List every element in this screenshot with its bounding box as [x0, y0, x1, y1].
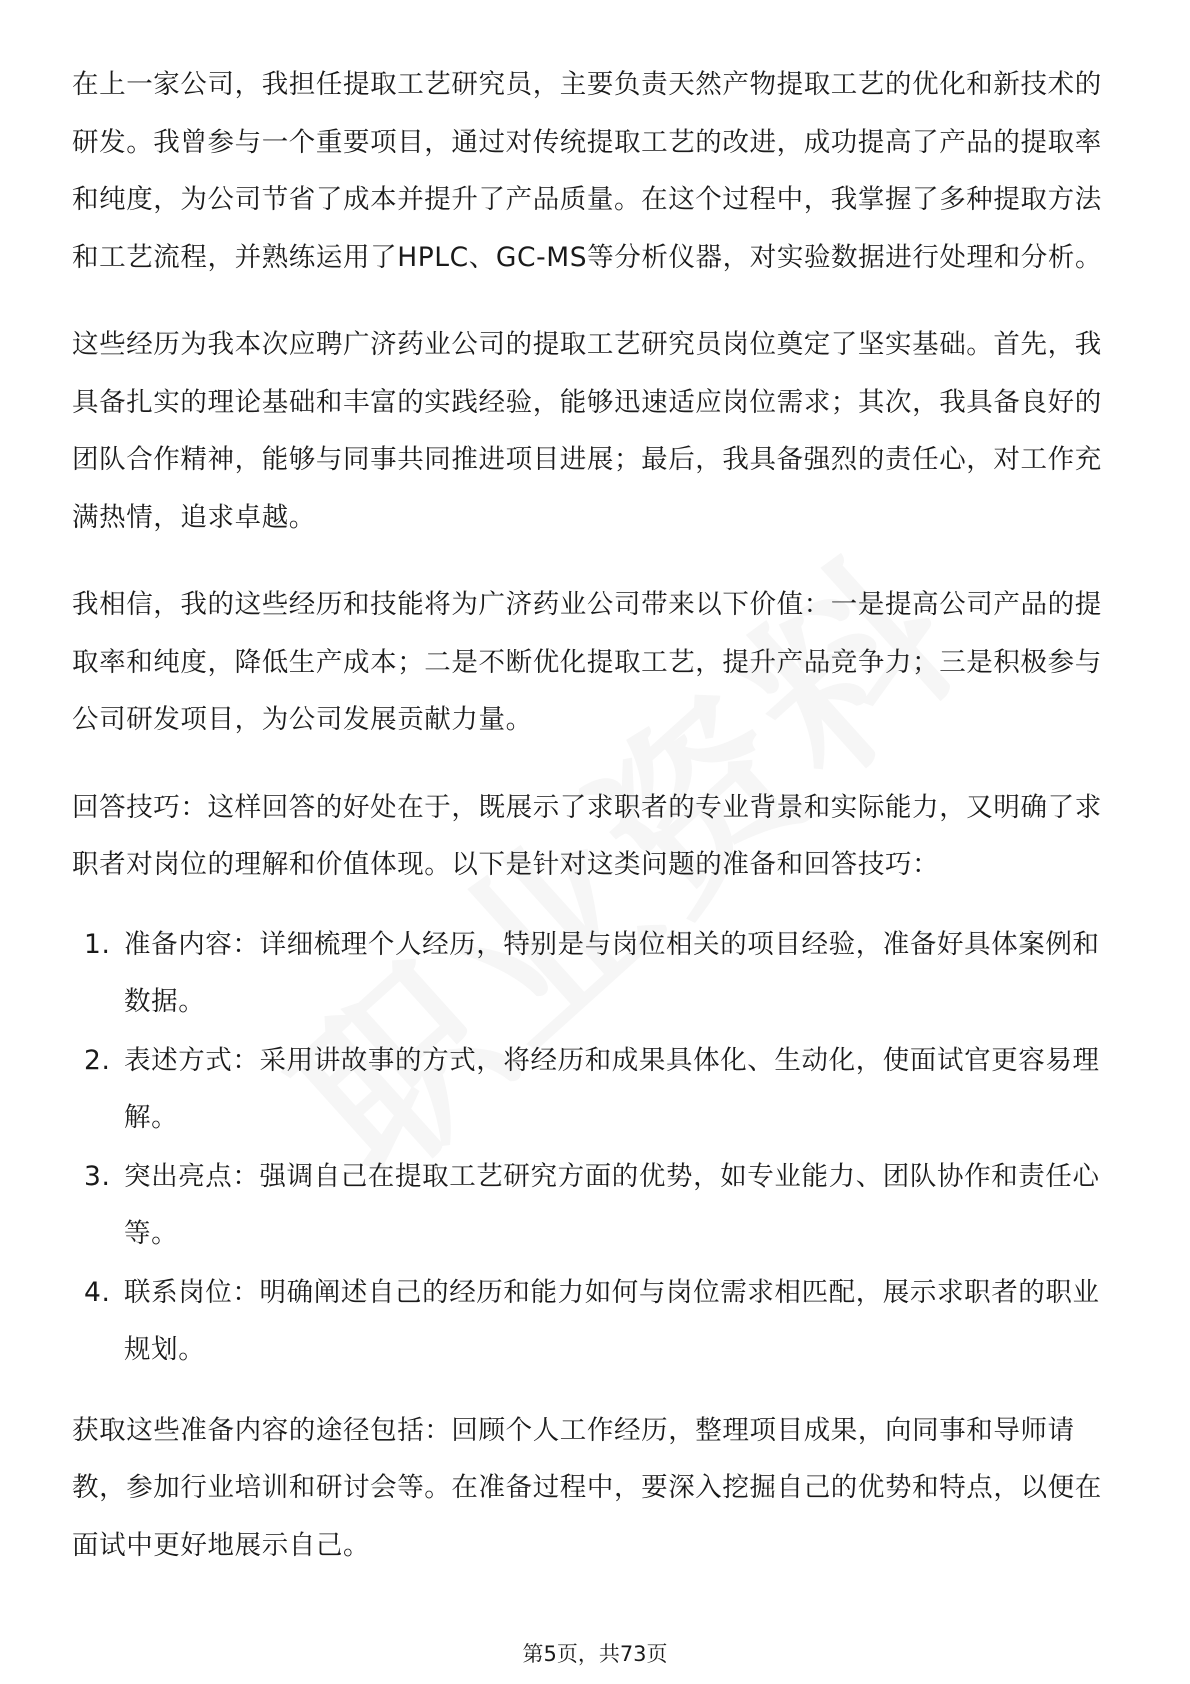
document-body: [72, 56, 1122, 1574]
list-item-number: 3.: [84, 1160, 111, 1192]
tips-list: [72, 916, 1122, 1379]
paragraph-preparation: 获取这些准备内容的途径包括：回顾个人工作经历，整理项目成果，向同事和导师请教，参加行业培训和研讨会等。在准备过程中，要深入挖掘自己的优势和特点，以便在面试中更好地展示自己。: [72, 1414, 1102, 1561]
list-item-text: 表述方式：采用讲故事的方式，将经历和成果具体化、生动化，使面试官更容易理解。: [124, 1044, 1100, 1133]
list-item-number: 1.: [84, 928, 111, 960]
list-item-text: 准备内容：详细梳理个人经历，特别是与岗位相关的项目经验，准备好具体案例和数据。: [124, 928, 1100, 1017]
list-item-number: 4.: [84, 1276, 111, 1308]
paragraph-value: 我相信，我的这些经历和技能将为广济药业公司带来以下价值：一是提高公司产品的提取率和纯度，降低生产成本；二是不断优化提取工艺，提升产品竞争力；三是积极参与公司研发项目，为公司发展贡献力量。: [72, 589, 1102, 735]
list-item-text: 联系岗位：明确阐述自己的经历和能力如何与岗位需求相匹配，展示求职者的职业规划。: [124, 1276, 1100, 1365]
list-item-text: 突出亮点：强调自己在提取工艺研究方面的优势，如专业能力、团队协作和责任心等。: [124, 1160, 1100, 1249]
paragraph-answer-tips: 回答技巧：这样回答的好处在于，既展示了求职者的专业背景和实际能力，又明确了求职者对岗位的理解和价值体现。以下是针对这类问题的准备和回答技巧：: [72, 791, 1102, 880]
list-item: [72, 916, 1122, 1031]
list-item-number: 2.: [84, 1044, 111, 1076]
list-item: [72, 1032, 1122, 1147]
list-item: [72, 1264, 1122, 1379]
list-item: [72, 1148, 1122, 1263]
paragraph-foundation: 这些经历为我本次应聘广济药业公司的提取工艺研究员岗位奠定了坚实基础。首先，我具备扎实的理论基础和丰富的实践经验，能够迅速适应岗位需求；其次，我具备良好的团队合作精神，能够与同事共同推进项目进展；最后，我具备强烈的责任心，对工作充满热情，追求卓越。: [72, 329, 1102, 533]
paragraph-experience: 在上一家公司，我担任提取工艺研究员，主要负责天然产物提取工艺的优化和新技术的研发。我曾参与一个重要项目，通过对传统提取工艺的改进，成功提高了产品的提取率和纯度，为公司节省了成本并提升了产品质量。在这个过程中，我掌握了多种提取方法和工艺流程，并熟练运用了HPLC、GC-MS等分析仪器，对实验数据进行处理和分析。: [72, 69, 1103, 273]
page-number: 第5页，共73页: [522, 1642, 668, 1666]
